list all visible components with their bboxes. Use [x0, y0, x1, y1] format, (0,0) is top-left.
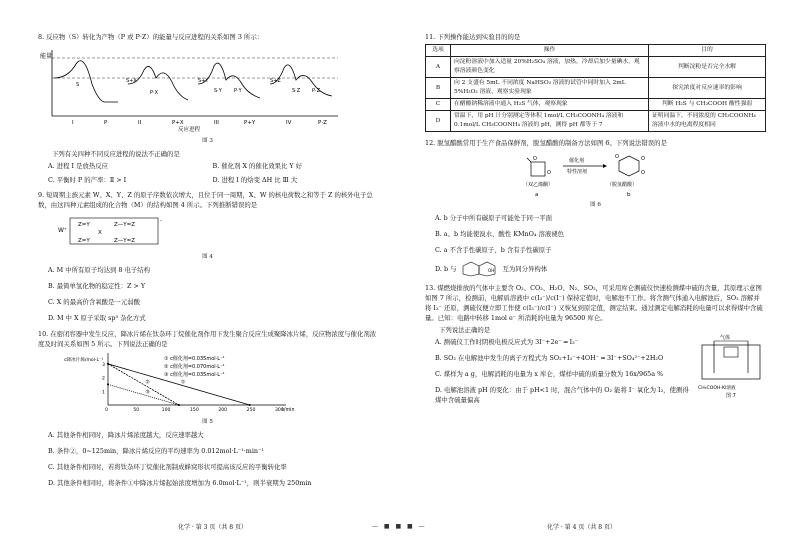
- q11-table: [425, 44, 766, 132]
- svg-text:W⁺: W⁺: [58, 227, 68, 234]
- q10-option-b: B. 条件②，0~125min，降冰片烯反应的平均速率为 0.012mol·L⁻¹·min⁻¹: [48, 447, 264, 455]
- x-tick-label: 100: [161, 408, 171, 413]
- question-10: [38, 329, 377, 488]
- energy-diagram: [38, 44, 358, 132]
- question-8: [38, 32, 377, 185]
- stage-p-z: P·Z: [318, 120, 327, 126]
- svg-text:O: O: [533, 156, 537, 162]
- fig7-caption: 图 7: [726, 393, 736, 399]
- q8-option-b: B. 催化剂 X 的催化效果比 Y 好: [212, 162, 303, 170]
- q8-option-d: D. 进程 Ⅰ 的焓变 ΔH 比 Ⅲ 大: [212, 176, 298, 184]
- x-tick-label: 0: [105, 408, 108, 413]
- name-a: （双乙烯酮）: [523, 182, 554, 188]
- q8-ask: 下列有关四种不同反应进程的说法不正确的是: [52, 150, 180, 158]
- q12-option-c: C. a 不含手性碳原子，b 含有手性碳原子: [435, 246, 552, 254]
- table-cell: 证明同温下，不同浓度的 CH₃COONH₄ 溶液中水的电离程度相同: [649, 111, 766, 132]
- x-axis-label: t/min: [282, 408, 295, 413]
- q12-option-d-suffix: 互为同分异构体: [502, 265, 548, 273]
- q12-option-b: B. a、b 均能使溴水、酸性 KMnO₄ 溶液褪色: [435, 230, 565, 238]
- q13-option-a: A. 测硫仪工作时阴极电极反应式为 3I⁻+2e⁻ ═ I₃⁻: [435, 338, 579, 346]
- label-s-z: S+Z: [270, 78, 281, 84]
- q9-option-d: D. M 中 X 原子采取 sp³ 杂化方式: [48, 314, 146, 322]
- label-s-dot-z: S·Z: [292, 88, 301, 94]
- table-row: [426, 78, 766, 99]
- q11-header-purpose: 目的: [649, 45, 766, 57]
- fig4-caption: 图 4: [202, 254, 213, 260]
- q13-ask: 下列说法正确的是: [439, 326, 491, 334]
- table-cell: D: [426, 111, 451, 132]
- reaction-scheme: [425, 150, 765, 196]
- svg-text:X: X: [98, 230, 102, 236]
- table-cell: B: [426, 78, 451, 99]
- stage-ii: II: [138, 120, 142, 126]
- right-footer: 化学 · 第 4 页（共 8 页）: [547, 524, 616, 531]
- table-cell: 在醋酸钠稀溶液中通入 H₂S 气体，观察现象: [451, 99, 649, 111]
- isomer-structure: [459, 261, 499, 277]
- label-p-x-pos: P·X: [150, 90, 159, 96]
- x-tick-label: 150: [190, 408, 199, 413]
- structure-m: [38, 212, 358, 248]
- q10-stem: 10. 在密闭容器中发生反应，降冰片烯在钛杂环丁烷催化剂作用下发生聚合反应生成聚降冰片烯，反应物浓度与催化剂浓度及时间关系如图 5 所示。下列说法正确的是: [38, 330, 377, 348]
- arrow-bottom: 特性溶剂: [567, 169, 588, 175]
- data-point: [107, 363, 109, 365]
- q13-option-d: D. 电解池溶液 pH 的变化：由于 pH<1 时，混合气体中的 O₂ 能将 I⁻ 氧化为 I₂，使测得煤中含硫量偏高: [435, 386, 689, 404]
- q13-option-c: C. 煤样为 a g，电解消耗的电量为 x 库仑，煤样中硫的质量分数为 16x/965a %: [435, 370, 664, 378]
- right-page: [397, 0, 794, 539]
- svg-text:O: O: [641, 156, 645, 162]
- svg-text:O: O: [641, 170, 645, 176]
- arrow-top: 催化剂: [569, 158, 585, 164]
- table-cell: 常温下，用 pH 计分别测定等体积 1mol/L CH₃COONH₄ 溶液和 0.1mol/L CH₃COONH₄ 溶液的 pH，测得 pH 都等于 7: [451, 111, 649, 132]
- table-row: [426, 57, 766, 78]
- q8-option-c: C. 平衡时 P 的产率：Ⅱ > Ⅰ: [48, 176, 127, 184]
- q10-option-d: D. 其他条件相同时，将条件①中降冰片烯起始浓度增加为 6.0mol·L⁻¹，则半衰期为 250min: [48, 479, 312, 487]
- label-s-x: S+X: [126, 78, 137, 84]
- legend-2: ② c催化剂=0.070mol·L⁻¹: [164, 364, 225, 370]
- series-line-1: [108, 364, 250, 405]
- q8-stem: 8. 反应物（S）转化为产物（P 或 P·Z）的能量与反应进程的关系如图 3 所示：: [38, 33, 264, 41]
- q11-stem: 11. 下列操作能达到实验目的的是: [425, 33, 521, 41]
- q9-stem: 9. 短周期主族元素 W、X、Y、Z 的原子序数依次增大，且位于同一周期，X、W 的核电荷数之和等于 Z 的核外电子总数，由这四种元素组成的化合物（M）的结构如图 4 所示。下列推断错误的是: [38, 191, 373, 209]
- energy-ylabel: 能量: [40, 53, 53, 60]
- series-line-2: [108, 364, 179, 405]
- q12-option-d: [435, 261, 766, 277]
- q10-option-a: A. 其他条件相同时，降冰片烯浓度越大，反应速率越大: [48, 431, 204, 439]
- label-p-dot-y: P·Y: [234, 88, 242, 94]
- q13-option-b: B. SO₂ 在电解池中发生的离子方程式为 SO₂+I₃⁻+4OH⁻ ═ 3I⁻+SO₄²⁻+2H₂O: [435, 354, 664, 362]
- series-line-3: [108, 384, 179, 405]
- series-label: ③: [145, 389, 150, 396]
- page-separator: — ■ ■ ■ —: [372, 523, 427, 530]
- svg-text:Z=Y: Z=Y: [78, 222, 90, 228]
- stage-iv: IV: [286, 120, 292, 126]
- table-cell: C: [426, 99, 451, 111]
- x-tick-label: 250: [246, 408, 256, 413]
- table-cell: A: [426, 57, 451, 78]
- q10-option-c: C. 其他条件相同时，若将钛杂环丁烷催化剂制成蜂窝形状可提高该反应的平衡转化率: [48, 463, 287, 471]
- legend-1: ① c催化剂=0.035mol·L⁻¹: [164, 356, 225, 362]
- svg-text:O: O: [615, 154, 619, 160]
- label-s-dot-y: S·Y: [214, 88, 222, 94]
- question-13: [425, 283, 766, 405]
- q11-header-row: [426, 45, 766, 57]
- fig3-caption: 图 3: [202, 138, 213, 144]
- question-12: [425, 138, 766, 277]
- gas-label: 气体: [720, 335, 731, 341]
- stage-iii: III: [214, 120, 219, 126]
- q9-option-c: C. X 的最高价含氧酸是一元弱酸: [48, 298, 140, 306]
- table-row: [426, 99, 766, 111]
- stage-p-x: P+X: [172, 120, 184, 126]
- data-point: [107, 383, 109, 385]
- data-point: [249, 404, 251, 406]
- q9-option-b: B. 最简单氢化物的稳定性：Z > Y: [48, 282, 146, 290]
- svg-text:Z—Y=Z: Z—Y=Z: [114, 222, 136, 228]
- label-p-dot-z: P·Z: [312, 88, 321, 94]
- svg-text:O: O: [547, 170, 551, 176]
- q8-option-a: A. 进程 I 是放热反应: [48, 162, 108, 170]
- svg-text:Z—Y=Z: Z—Y=Z: [114, 238, 136, 244]
- q9-option-a: A. M 中所有原子均达到 8 电子结构: [48, 266, 151, 274]
- table-cell: 向淀粉溶液中加入适量 20%H₂SO₄ 溶液，加热，冷却后加少量碘水，观察溶液颜色变化: [451, 57, 649, 78]
- table-row: [426, 111, 766, 132]
- name-b: （脱氢醋酸）: [607, 182, 638, 188]
- label-s: S: [76, 82, 80, 88]
- data-point: [178, 404, 180, 406]
- q12-option-d-prefix: D. b 与: [435, 265, 457, 273]
- question-11: [425, 32, 766, 132]
- y-tick-label: 2: [102, 376, 105, 382]
- x-tick-label: 200: [218, 408, 228, 413]
- table-cell: 向 2 支盛有 5mL 不同浓度 NaHSO₃ 溶液的试管中同时加入 2mL 5%H₂O₂ 溶液，观察实验现象: [451, 78, 649, 99]
- q13-stem: 13. 煤燃烧排放的气体中主要含 O₂、CO₂、H₂O、N₂、SO₂，可采用库仑测硫仪快速检测煤中硫的含量，其原理示意图如图 7 所示，检测前，电解质溶液中 c(I₃⁻)/c(I⁻) 保持定值时，电解池不工作。将含测气体通入电解池后，SO₂ 溶解并将 I₃⁻ 还原，测硫仪便立即工作使 c(I₃⁻)/c(I⁻) 又恢复到原定值，测定结束。通过测定电解消耗的电量可以求得煤中含硫量。已知：电路中转移 1mol e⁻ 所消耗的电量为 96500 库仑。: [425, 284, 763, 322]
- q12-stem: 12. 脱氢醋酸常用于生产食品保鲜剂，脱氢醋酸的制备方法如图 6。下列说法错误的是: [425, 139, 667, 147]
- series-label: ①: [180, 379, 186, 386]
- q12-option-a: A. b 分子中所有碳原子可能处于同一平面: [435, 214, 553, 222]
- y-axis-label: c降冰片烯/mol·L⁻¹: [64, 358, 104, 363]
- svg-text:OH: OH: [488, 268, 495, 273]
- table-cell: 探究浓度对反应速率的影响: [649, 78, 766, 99]
- svg-text:Z=Y: Z=Y: [78, 238, 90, 244]
- fig6-caption: 图 6: [590, 202, 601, 208]
- x-tick-label: 300: [275, 408, 284, 413]
- svg-text:-: -: [160, 218, 162, 224]
- stage-p: P: [104, 120, 108, 126]
- table-cell: 判断 H₂S 与 CH₃COOH 酸性强弱: [649, 99, 766, 111]
- label-a: a: [535, 192, 539, 196]
- table-cell: 判断淀粉是否完全水解: [649, 57, 766, 78]
- question-9: [38, 190, 377, 323]
- left-footer: 化学 · 第 3 页（共 8 页）: [178, 524, 247, 531]
- fig5-caption: 图 5: [202, 419, 213, 425]
- label-s-y: S+Y: [198, 78, 209, 84]
- stage-p-y: P+Y: [244, 120, 256, 126]
- energy-xlabel: 反应进程: [178, 127, 201, 132]
- label-b: b: [627, 192, 631, 196]
- x-tick-label: 50: [133, 408, 140, 413]
- q11-header-operation: 操作: [451, 45, 649, 57]
- legend-3: ③ c催化剂=0.035mol·L⁻¹: [164, 372, 225, 378]
- stage-i: I: [72, 120, 74, 126]
- series-label: ②: [145, 379, 150, 386]
- concentration-chart: [38, 351, 378, 413]
- y-tick-label: 3: [102, 362, 105, 368]
- electrolyte-label: CH₃COOH-KI溶液: [698, 386, 736, 391]
- y-tick-label: 1: [102, 390, 105, 396]
- electrolysis-cell: [696, 333, 766, 399]
- q11-header-option: 选项: [426, 45, 451, 57]
